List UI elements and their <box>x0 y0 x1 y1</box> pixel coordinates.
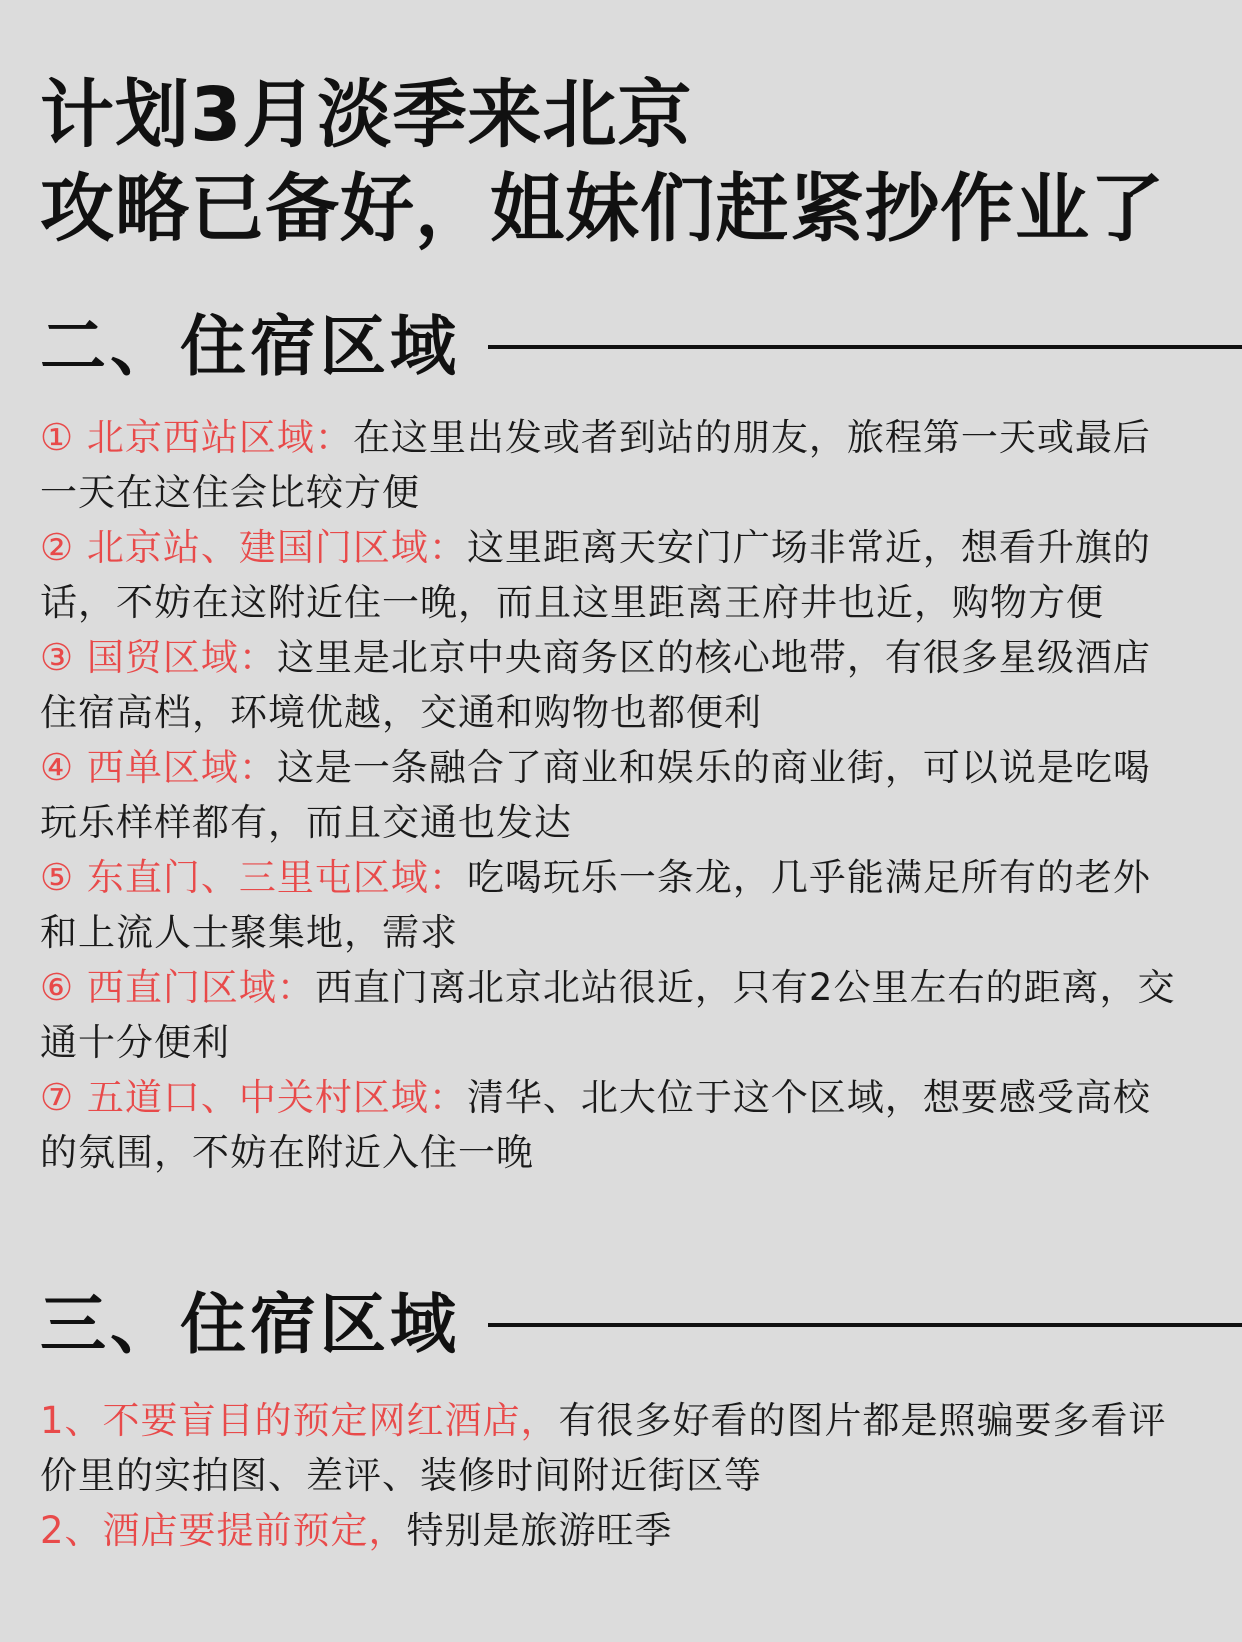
list-item <box>40 850 1180 960</box>
item-label: 1、不要盲目的预定网红酒店， <box>40 1399 559 1442</box>
list-item <box>40 960 1180 1070</box>
list-item <box>40 410 1180 520</box>
item-text: 吃喝玩乐一条龙，几乎能满足所有的老外和上流人士聚集地，需求 <box>40 856 1151 954</box>
section-2-divider <box>488 345 1242 349</box>
list-item <box>40 520 1180 630</box>
item-text: 这里距离天安门广场非常近，想看升旗的话，不妨在这附近住一晚，而且这里距离王府井也近，购物方便 <box>40 526 1151 624</box>
item-label: ③ 国贸区域： <box>40 636 277 679</box>
item-text: 这里是北京中央商务区的核心地带，有很多星级酒店住宿高档，环境优越，交通和购物也都便利 <box>40 636 1151 734</box>
section-3-divider <box>488 1323 1242 1327</box>
item-label: ⑦ 五道口、中关村区域： <box>40 1076 467 1119</box>
section-3-heading: 三、住宿区域 <box>40 1286 460 1363</box>
section-3-list <box>40 1393 1180 1558</box>
item-label: ① 北京西站区域： <box>40 416 353 459</box>
section-2-heading: 二、住宿区域 <box>40 308 460 385</box>
list-item <box>40 1070 1180 1180</box>
list-item <box>40 630 1180 740</box>
item-text: 在这里出发或者到站的朋友，旅程第一天或最后一天在这住会比较方便 <box>40 416 1151 514</box>
list-item <box>40 740 1180 850</box>
title-line-2: 攻略已备好，姐妹们赶紧抄作业了 <box>40 166 1165 252</box>
item-text: 特别是旅游旺季 <box>406 1509 673 1552</box>
section-2-header <box>40 308 1242 385</box>
item-label: ④ 西单区域： <box>40 746 277 789</box>
section-2-list <box>40 410 1180 1180</box>
item-text: 有很多好看的图片都是照骗要多看评价里的实拍图、差评、装修时间附近街区等 <box>40 1399 1167 1497</box>
item-text: 这是一条融合了商业和娱乐的商业街，可以说是吃喝玩乐样样都有，而且交通也发达 <box>40 746 1151 844</box>
title-line-1: 计划3月淡季来北京 <box>40 72 693 158</box>
section-3-header <box>40 1286 1242 1363</box>
list-item <box>40 1503 1180 1558</box>
item-label: ⑥ 西直门区域： <box>40 966 315 1009</box>
item-label: 2、酒店要提前预定， <box>40 1509 407 1552</box>
list-item <box>40 1393 1180 1503</box>
item-label: ② 北京站、建国门区域： <box>40 526 467 569</box>
item-label: ⑤ 东直门、三里屯区域： <box>40 856 467 899</box>
item-text: 西直门离北京北站很近，只有2公里左右的距离，交通十分便利 <box>40 966 1176 1064</box>
item-text: 清华、北大位于这个区域，想要感受高校的氛围，不妨在附近入住一晚 <box>40 1076 1151 1174</box>
